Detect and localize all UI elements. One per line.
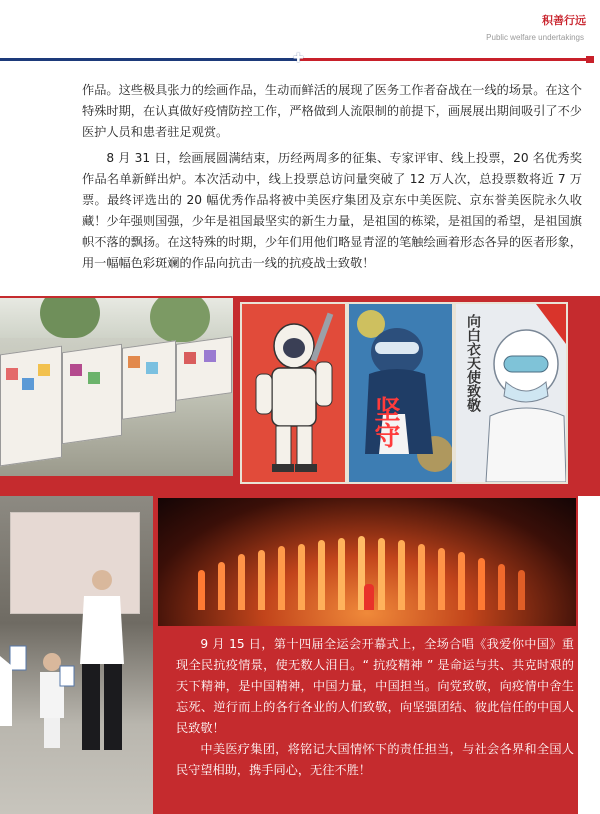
- right-margin-strip: [578, 496, 600, 814]
- header-rule-navy: [0, 58, 300, 61]
- header-rule-red: [300, 58, 586, 61]
- plus-icon: ✚: [293, 51, 304, 66]
- lower-paragraph-2: 中美医疗集团，将铭记大国情怀下的责任担当，与社会各界和全国人民守望相助，携手同心，无往不胜！: [176, 742, 574, 777]
- body-paragraph-1: 作品。这些极具张力的绘画作品，生动而鲜活的展现了医务工作者奋战在一线的场景。在这个特殊时期，在认真做好疫情防控工作，严格做到人流限制的前提下，画展展出期间吸引了不少医护人员和患者驻足观赏。: [82, 83, 582, 139]
- body-paragraph-2: 8 月 31 日，绘画展圆满结束，历经两周多的征集、专家评审、线上投票，20 名优秀奖作品名单新鲜出炉。本次活动中，线上投票总访问量突破了 12 万人次，总投票数将近 7 万票。最终评选出的 20 幅优秀作品将被中美医疗集团及京东中美医院、京东誉美医院永久收藏！少年强则国强，少年是祖国最坚实的新生力量，是祖国的栋梁，是祖国的希望，是祖国旗帜不落的飘扬。在这特殊的时期，少年们用他们略显青涩的笔触绘画着形态各异的医者形象，用一幅幅色彩斑斓的作品向抗击一线的抗疫战士致敬！: [82, 151, 582, 270]
- award-ceremony-photo: [0, 496, 153, 814]
- section-subtitle: Public welfare undertakings: [486, 33, 584, 42]
- header-end-mark: [586, 56, 594, 63]
- painting-nurse-salute: [454, 302, 568, 484]
- painting-caption-salute: 向白衣天使致敬: [465, 314, 481, 412]
- lower-paragraph-1: 9 月 15 日，第十四届全运会开幕式上，全场合唱《我爱你中国》重现全民抗疫情景，使无数人泪目。“ 抗疫精神 ” 是命运与共、共克时艰的天下精神，是中国精神，中国力量，中国担当。向党致敬，向疫情中舍生忘死、逆行而上的各行各业的人们致敬，向坚强团结、彼此信任的中国人民致敬！: [176, 637, 574, 735]
- opening-ceremony-photo: [158, 498, 576, 626]
- exhibition-photo: [0, 298, 233, 476]
- painting-astronaut-doctor: [240, 302, 347, 484]
- painting-caption-jianshou: 坚守: [370, 396, 400, 448]
- painting-medic-blue: [347, 302, 454, 484]
- section-title: 积善行远: [542, 14, 586, 27]
